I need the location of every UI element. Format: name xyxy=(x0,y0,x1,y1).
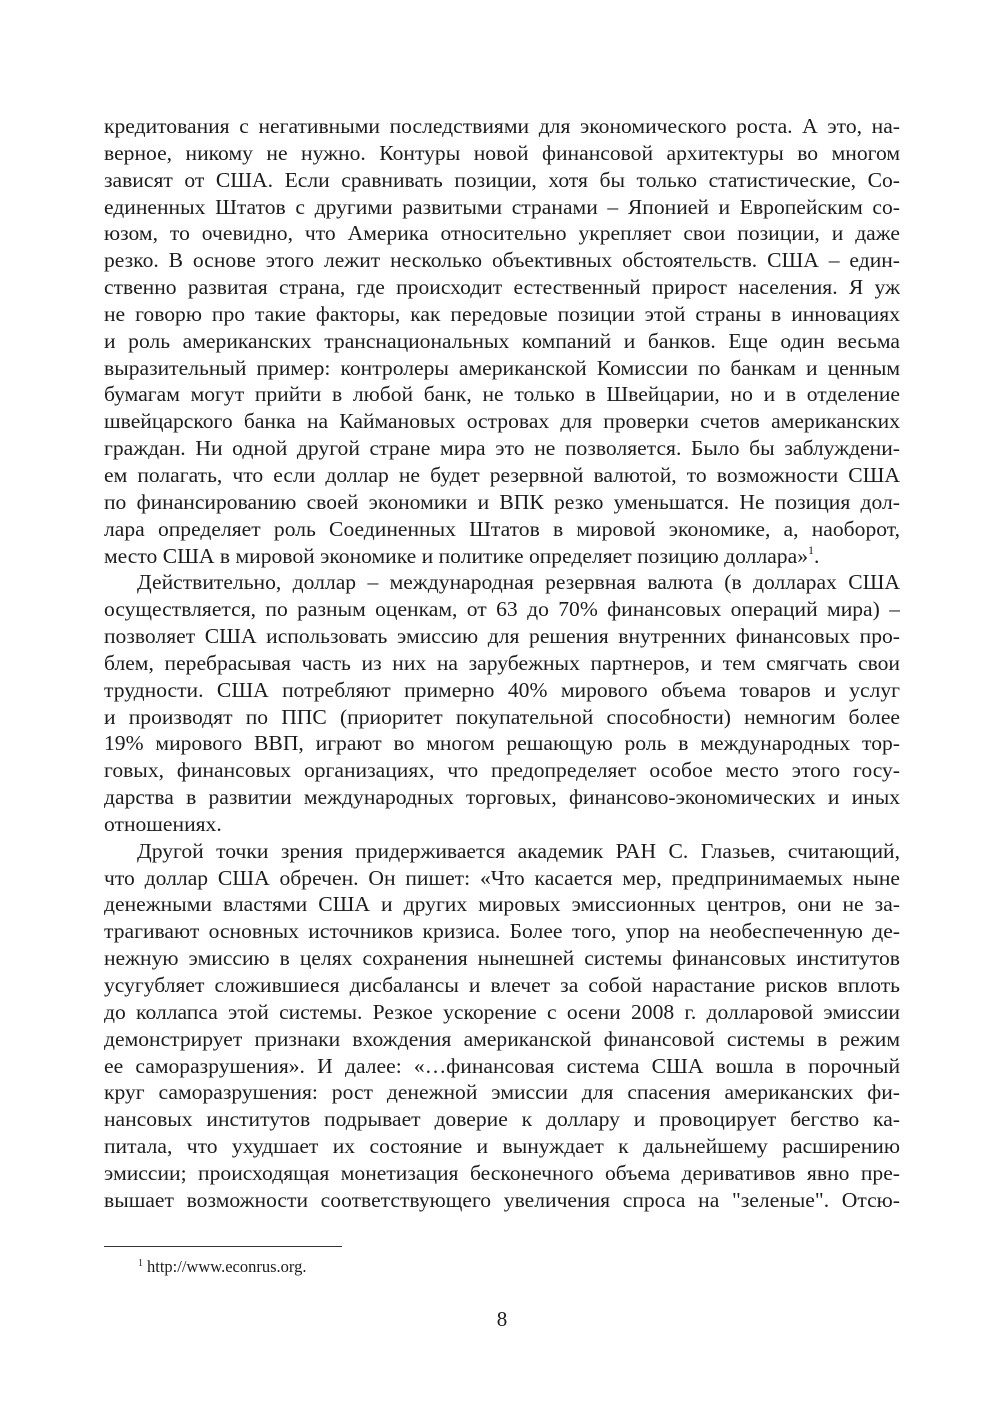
text-line: трагивают основных источников кризиса. Более того, упор на необеспеченную де- xyxy=(104,919,900,944)
footnote-number: 1 xyxy=(138,1258,143,1269)
text-line: нежную эмиссию в целях сохранения нынешней системы финансовых институтов xyxy=(104,946,900,971)
page-number: 8 xyxy=(496,1307,508,1331)
text-line: швейцарского банка на Каймановых островах для проверки счетов американских xyxy=(104,409,900,434)
text-line: демонстрирует признаки вхождения американской финансовой системы в режим xyxy=(104,1026,900,1051)
text-line: ее саморазрушения». И далее: «…финансовая система США вошла в порочный xyxy=(104,1053,900,1078)
text-line-end: . xyxy=(814,543,820,568)
text-line-content: место США в мировой экономике и политике определяет позицию доллара» xyxy=(104,543,808,568)
text-line: блем, перебрасывая часть из них на зарубежных партнеров, и тем смягчать свои xyxy=(104,650,900,675)
text-line: ем полагать, что если доллар не будет резервной валютой, то возможности США xyxy=(104,462,900,487)
text-line: эмиссии; происходящая монетизация бесконечного объема деривативов явно пре- xyxy=(104,1160,900,1185)
text-line: лара определяет роль Соединенных Штатов в мировой экономике, а, наоборот, xyxy=(104,516,900,541)
text-line: осуществляется, по разным оценкам, от 63 до 70% финансовых операций мира) – xyxy=(104,597,900,622)
body-text xyxy=(104,113,900,1214)
text-line: ственно развитая страна, где происходит естественный прирост населения. Я уж xyxy=(104,275,900,300)
text-line: и роль американских транснациональных компаний и банков. Еще один весьма xyxy=(104,328,900,353)
text-line: до коллапса этой системы. Резкое ускорение с осени 2008 г. долларовой эмиссии xyxy=(104,999,900,1024)
text-line-last: отношениях. xyxy=(104,811,222,836)
text-line: граждан. Ни одной другой стране мира это не позволяется. Было бы заблуждени- xyxy=(104,436,900,461)
footnote-link[interactable]: http://www.econrus.org. xyxy=(147,1257,307,1276)
text-line: юзом, то очевидно, что Америка относительно укрепляет свои позиции, и даже xyxy=(104,221,900,246)
footnote-marker[interactable]: 1 xyxy=(808,542,814,557)
text-line: что доллар США обречен. Он пишет: «Что касается мер, предпринимаемых ныне xyxy=(104,865,900,890)
text-line: не говорю про такие факторы, как передовые позиции этой страны в инновациях xyxy=(104,301,900,326)
text-line: вышает возможности соответствующего увеличения спроса на "зеленые". Отсю- xyxy=(104,1187,900,1212)
text-line: 19% мирового ВВП, играют во многом решающую роль в международных тор- xyxy=(104,731,900,756)
text-line: Другой точки зрения придерживается академик РАН С. Глазьев, считающий, xyxy=(137,838,900,863)
text-line: по финансированию своей экономики и ВПК резко уменьшатся. Не позиция дол- xyxy=(104,489,900,514)
text-line: Действительно, доллар – международная резервная валюта (в долларах США xyxy=(137,570,900,595)
text-line: говых, финансовых организациях, что предопределяет особое место этого госу- xyxy=(104,758,900,783)
text-line: денежными властями США и других мировых эмиссионных центров, они не за- xyxy=(104,892,900,917)
text-line: зависят от США. Если сравнивать позиции, хотя бы только статистические, Со- xyxy=(104,167,900,192)
text-line: бумагам могут прийти в любой банк, не только в Швейцарии, но и в отделение xyxy=(104,382,900,407)
text-line: резко. В основе этого лежит несколько объективных обстоятельств. США – един- xyxy=(104,248,900,273)
text-line: выразительный пример: контролеры американской Комиссии по банкам и ценным xyxy=(104,355,900,380)
text-line: позволяет США использовать эмиссию для решения внутренних финансовых про- xyxy=(104,624,900,649)
footnote-divider xyxy=(104,1246,342,1247)
text-line: усугубляет сложившиеся дисбалансы и влечет за собой нарастание рисков вплоть xyxy=(104,973,900,997)
text-line: дарства в развитии международных торговых, финансово-экономических и иных xyxy=(104,785,900,810)
text-line: нансовых институтов подрывает доверие к доллару и провоцирует бегство ка- xyxy=(104,1107,900,1132)
text-line: и производят по ППС (приоритет покупательной способности) немногим более xyxy=(104,704,900,729)
text-line: круг саморазрушения: рост денежной эмиссии для спасения американских фи- xyxy=(104,1080,900,1105)
text-line-last xyxy=(104,543,900,570)
text-line: трудности. США потребляют примерно 40% мирового объема товаров и услуг xyxy=(104,677,900,702)
text-line: питала, что ухудшает их состояние и вынуждает к дальнейшему расширению xyxy=(104,1134,900,1159)
footnote xyxy=(138,1257,306,1277)
text-line: единенных Штатов с другими развитыми странами – Японией и Европейским со- xyxy=(104,194,900,219)
text-line: кредитования с негативными последствиями для экономического роста. А это, на- xyxy=(104,114,900,138)
text-line: верное, никому не нужно. Контуры новой финансовой архитектуры во многом xyxy=(104,140,900,165)
